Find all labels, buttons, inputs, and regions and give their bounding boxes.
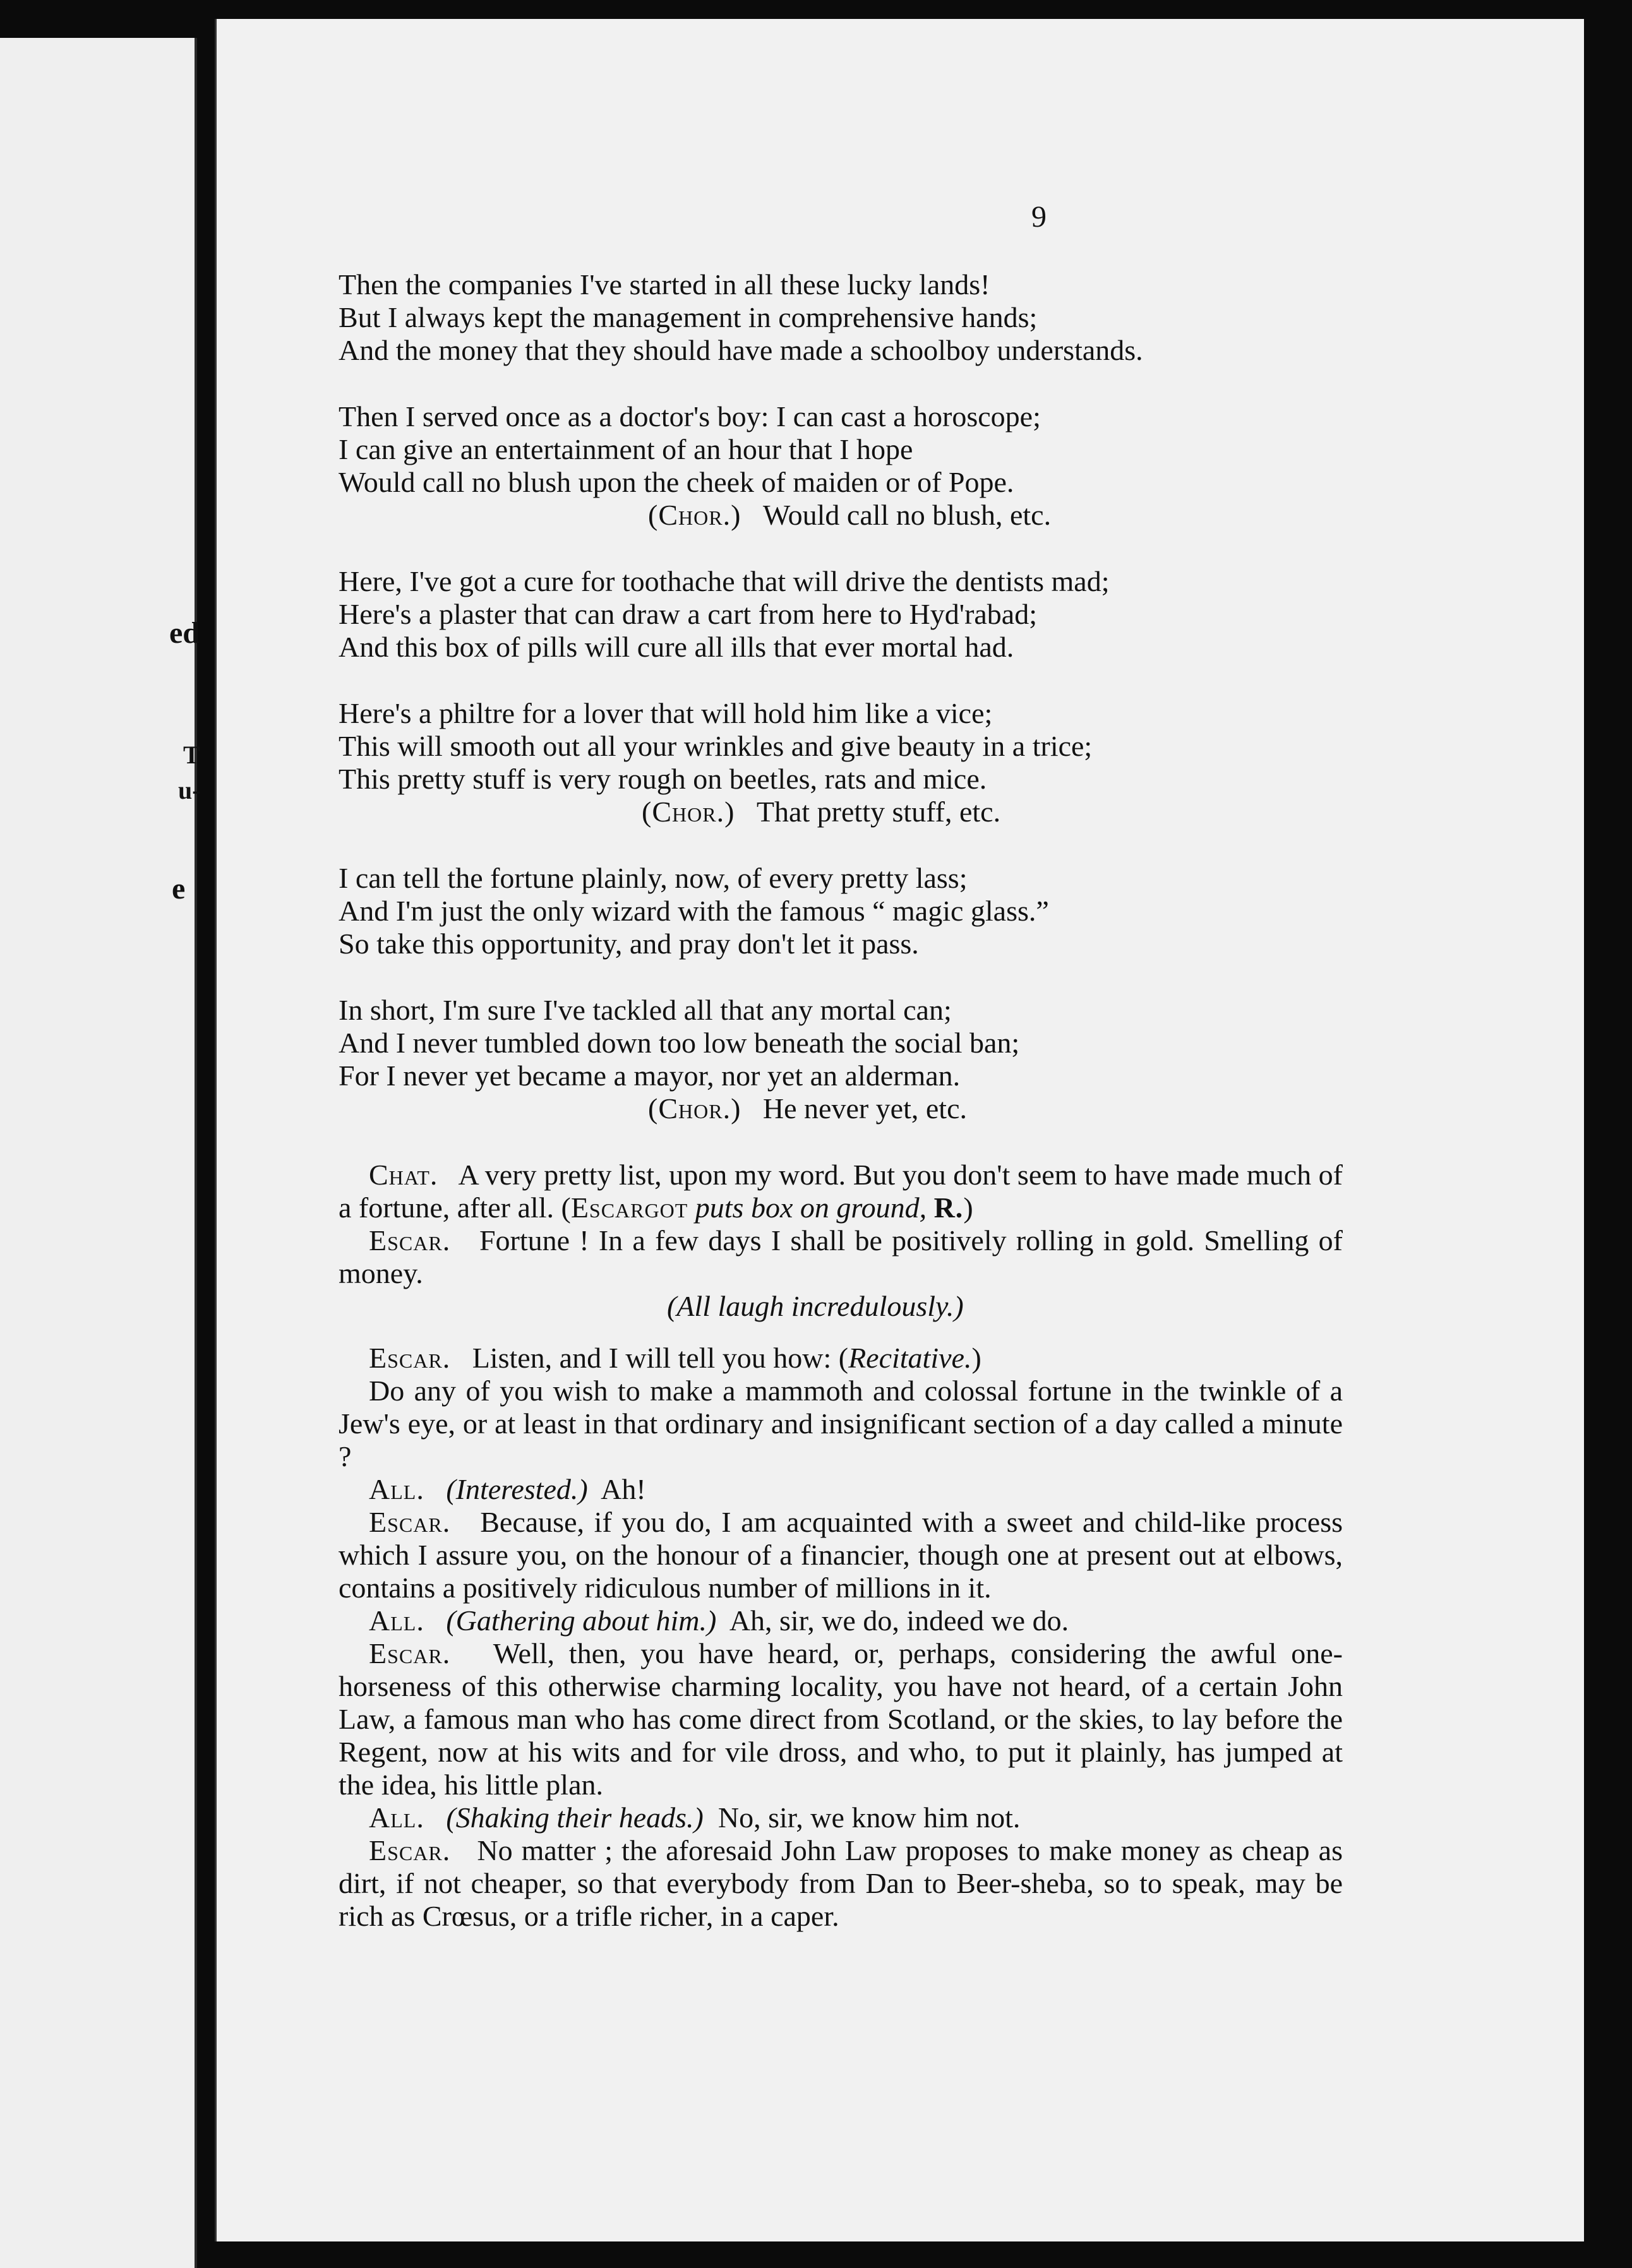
speaker-name: Escar. — [369, 1834, 451, 1866]
speaker-name: Escargot — [570, 1191, 688, 1224]
verse-line: But I always kept the management in comprehensive hands; — [339, 301, 1038, 333]
page-text — [339, 268, 1343, 1933]
verse-stanza — [339, 697, 1343, 828]
stage-direction: puts box on ground, — [695, 1191, 927, 1224]
verse-stanza — [339, 565, 1343, 664]
verse-line: And I never tumbled down too low beneath the social ban; — [339, 1027, 1020, 1059]
verse-line: I can give an entertainment of an hour that I hope — [339, 433, 913, 465]
verse-line: This will smooth out all your wrinkles and give beauty in a trice; — [339, 730, 1093, 762]
verse-line: And the money that they should have made a schoolboy understands. — [339, 334, 1143, 366]
speech-text: Well, then, you have heard, or, perhaps, considering the awful one-horseness of this otherwise charming locality, you have not heard, of a certain John Law, a famous man who has come direct from Scotland, or the skies, to lay before the Regent, now at his wits and for vile dross, and who, to put it plainly, has jumped at the idea, his little plan. — [339, 1637, 1343, 1801]
dialogue-all — [339, 1604, 1343, 1637]
chorus-line — [339, 499, 1343, 532]
speaker-name: Escar. — [369, 1506, 451, 1538]
verse-stanza — [339, 862, 1343, 960]
verse-line: Here's a philtre for a lover that will hold him like a vice; — [339, 697, 993, 729]
chorus-text: That pretty stuff, etc. — [756, 796, 1001, 828]
chorus-tag: (Chor.) — [648, 1092, 741, 1125]
stage-direction: (Shaking their heads.) — [446, 1801, 704, 1834]
speech-text: Fortune ! In a few days I shall be positively rolling in gold. Smelling of money. — [339, 1224, 1343, 1289]
verse-line: Would call no blush upon the cheek of maiden or of Pope. — [339, 466, 1014, 498]
speech-text: A very pretty list, upon my word. But you don't seem to have made much of a fortune, after all. ( — [339, 1159, 1343, 1224]
speech-text: ) — [971, 1342, 981, 1374]
stage-direction: (Gathering about him.) — [446, 1604, 717, 1637]
stage-position: R. — [933, 1191, 964, 1224]
facing-page-fragment: T — [183, 741, 200, 769]
verse-line: Then the companies I've started in all these lucky lands! — [339, 268, 990, 301]
verse-line: I can tell the fortune plainly, now, of every pretty lass; — [339, 862, 968, 894]
chorus-tag: (Chor.) — [648, 499, 741, 531]
book-page — [215, 19, 1584, 2241]
speaker-name: Escar. — [369, 1224, 451, 1256]
verse-line: Here's a plaster that can draw a cart from here to Hyd'rabad; — [339, 598, 1037, 630]
speech-text: Because, if you do, I am acquainted with a sweet and child-like process which I assure you, on the honour of a financier, though one at present out at elbows, contains a positively ridiculous number of millions in it. — [339, 1506, 1343, 1604]
dialogue-escar — [339, 1637, 1343, 1801]
dialogue-all — [339, 1473, 1343, 1506]
verse-line: For I never yet became a mayor, nor yet an alderman. — [339, 1059, 961, 1092]
speaker-name: Chat. — [369, 1159, 438, 1191]
stage-direction: (Interested.) — [446, 1473, 588, 1505]
dialogue-escar — [339, 1506, 1343, 1604]
verse-stanza — [339, 268, 1343, 367]
dialogue-chat — [339, 1159, 1343, 1224]
speaker-name: All. — [369, 1604, 424, 1637]
verse-line: This pretty stuff is very rough on beetles, rats and mice. — [339, 763, 987, 795]
dialogue-all — [339, 1801, 1343, 1834]
dialogue-escar — [339, 1342, 1343, 1375]
recitative-text: Do any of you wish to make a mammoth and colossal fortune in the twinkle of a Jew's eye, or at least in that ordinary and insignificant section of a day called a minute ? — [339, 1375, 1343, 1472]
speech-text: ) — [963, 1191, 973, 1224]
chorus-line — [339, 1092, 1343, 1125]
verse-stanza — [339, 994, 1343, 1125]
speaker-name: Escar. — [369, 1637, 451, 1669]
dialogue-escar — [339, 1834, 1343, 1933]
facing-page-edge — [0, 38, 201, 2268]
chorus-line — [339, 796, 1343, 828]
speech-text: No matter ; the aforesaid John Law proposes to make money as cheap as dirt, if not cheaper, so that everybody from Dan to Beer-sheba, so to speak, may be rich as Crœsus, or a trifle richer, in a caper. — [339, 1834, 1343, 1932]
facing-page-fragment: u- — [178, 776, 201, 804]
speech-text: Listen, and I will tell you how: ( — [472, 1342, 849, 1374]
speaker-name: All. — [369, 1473, 424, 1505]
chorus-text: Would call no blush, etc. — [762, 499, 1052, 531]
verse-line: And this box of pills will cure all ills that ever mortal had. — [339, 631, 1014, 663]
stage-direction: (All laugh incredulously.) — [667, 1290, 964, 1322]
speech-text: Ah, sir, we do, indeed we do. — [729, 1604, 1069, 1637]
verse-line: And I'm just the only wizard with the famous “ magic glass.” — [339, 895, 1049, 927]
stage-direction: Recitative. — [848, 1342, 972, 1374]
chorus-tag: (Chor.) — [642, 796, 735, 828]
verse-line: In short, I'm sure I've tackled all that any mortal can; — [339, 994, 952, 1026]
facing-page-fragment: e — [172, 872, 186, 905]
verse-line: Then I served once as a doctor's boy: I can cast a horoscope; — [339, 400, 1041, 433]
page-number: 9 — [1031, 200, 1047, 234]
speech-text: No, sir, we know him not. — [717, 1801, 1021, 1834]
verse-line: So take this opportunity, and pray don't let it pass. — [339, 928, 919, 960]
speaker-name: Escar. — [369, 1342, 451, 1374]
facing-page-fragment: ed — [169, 616, 200, 650]
speaker-name: All. — [369, 1801, 424, 1834]
verse-stanza — [339, 400, 1343, 532]
chorus-text: He never yet, etc. — [762, 1092, 967, 1125]
verse-line: Here, I've got a cure for toothache that will drive the dentists mad; — [339, 565, 1110, 597]
speech-text: Ah! — [601, 1473, 646, 1505]
dialogue-escar — [339, 1224, 1343, 1290]
